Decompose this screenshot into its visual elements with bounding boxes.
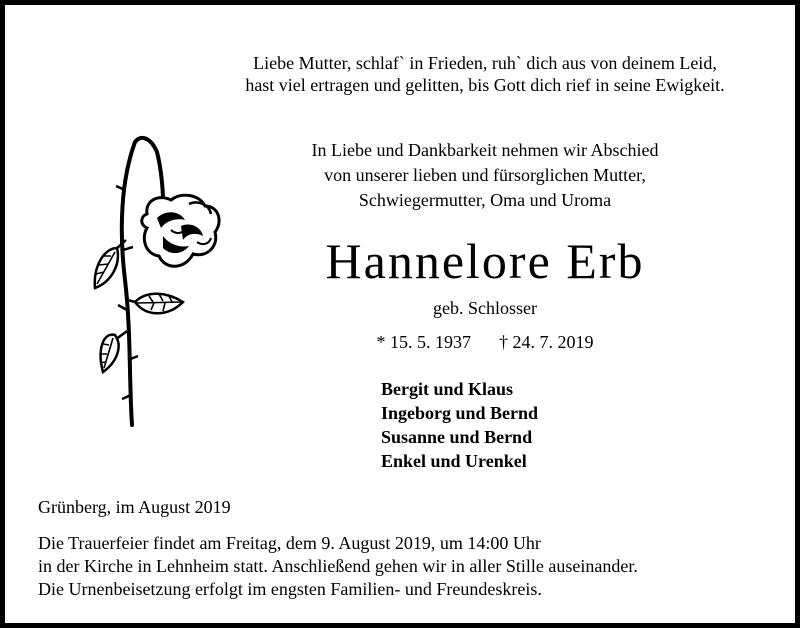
- service-line: in der Kirche in Lehnheim statt. Anschließend gehen wir in aller Stille auseinander.: [38, 556, 638, 576]
- family-member: Bergit und Klaus: [381, 379, 514, 399]
- farewell-text: [185, 138, 785, 213]
- poem-line: hast viel ertragen und gelitten, bis Gott dich rief in seine Ewigkeit.: [245, 75, 725, 95]
- service-line: Die Urnenbeisetzung erfolgt im engsten Familien- und Freundeskreis.: [38, 579, 542, 599]
- birth-date: * 15. 5. 1937: [376, 332, 471, 352]
- farewell-line: Schwiegermutter, Oma und Uroma: [358, 190, 612, 210]
- life-dates: [185, 331, 785, 353]
- farewell-line: von unserer lieben und fürsorglichen Mutter,: [324, 165, 646, 185]
- poem-line: Liebe Mutter, schlaf` in Frieden, ruh` dich aus von deinem Leid,: [253, 53, 717, 73]
- family-member: Ingeborg und Bernd: [381, 403, 539, 423]
- service-line: Die Trauerfeier findet am Freitag, dem 9. August 2019, um 14:00 Uhr: [38, 533, 541, 553]
- deceased-name: Hannelore Erb: [325, 233, 645, 289]
- family-list: [381, 377, 538, 473]
- family-member: Susanne und Bernd: [381, 427, 533, 447]
- wilted-rose-icon: [85, 130, 235, 430]
- place-date: Grünberg, im August 2019: [38, 497, 231, 517]
- maiden-name: geb. Schlosser: [433, 298, 537, 318]
- service-info: [38, 532, 638, 601]
- death-date: † 24. 7. 2019: [499, 332, 594, 352]
- poem: [185, 52, 785, 96]
- family-member: Enkel und Urenkel: [381, 451, 527, 471]
- farewell-line: In Liebe und Dankbarkeit nehmen wir Abschied: [311, 140, 659, 160]
